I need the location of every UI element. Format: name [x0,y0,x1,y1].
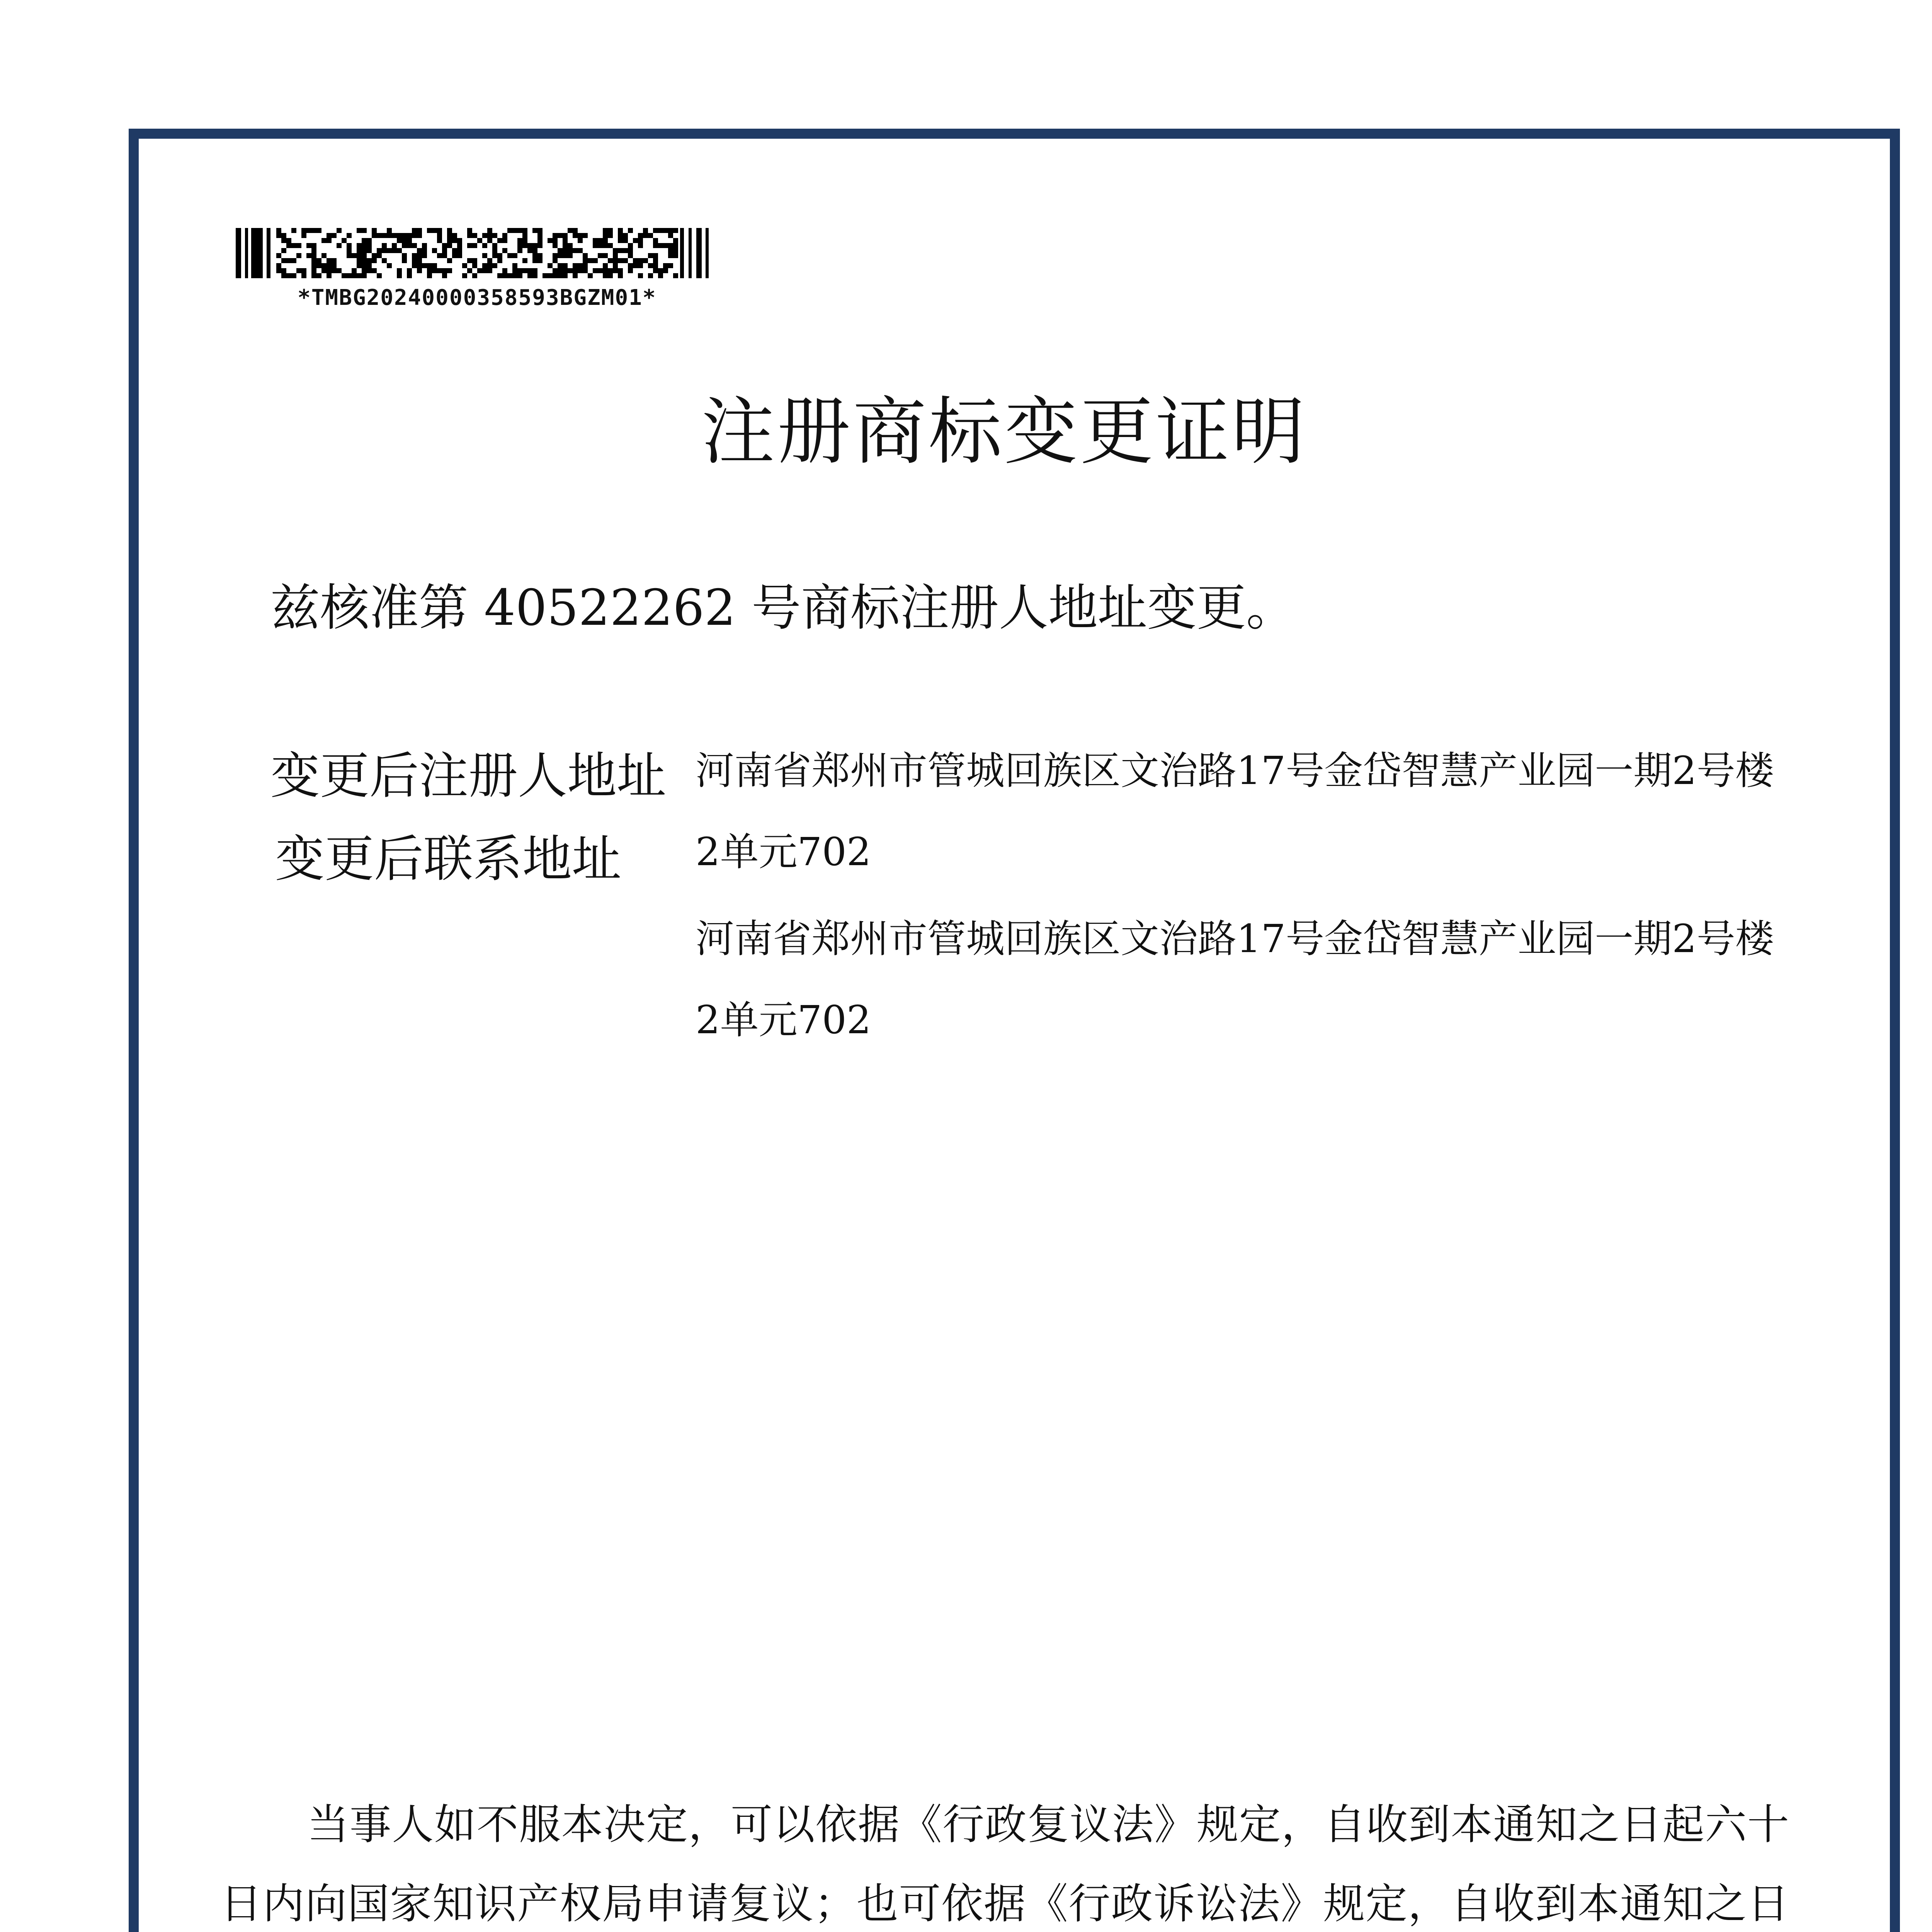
contact-address-label: 变更后联系地址 [275,830,622,888]
document-title: 注册商标变更证明 [701,389,1307,474]
registrant-address-value: 河南省郑州市管城回族区文治路17号金岱智慧产业园一期2号楼2单元702 [696,748,1774,874]
barcode-icon [236,228,711,278]
contact-address-value: 河南省郑州市管城回族区文治路17号金岱智慧产业园一期2号楼2单元702 [696,916,1774,1043]
approval-statement: 兹核准第 40522262 号商标注册人地址变更。 [270,579,1296,637]
appeal-notice: 当事人如不服本决定，可以依据《行政复议法》规定，自收到本通知之日起六十日内向国家知识产权局申请复议；也可依据《行政诉讼法》规定，自收到本通知之日 [220,1801,1789,1928]
registrant-address-label: 变更后注册人地址 [270,747,667,805]
barcode-number: *TMBG20240000358593BGZM01* [298,285,656,310]
